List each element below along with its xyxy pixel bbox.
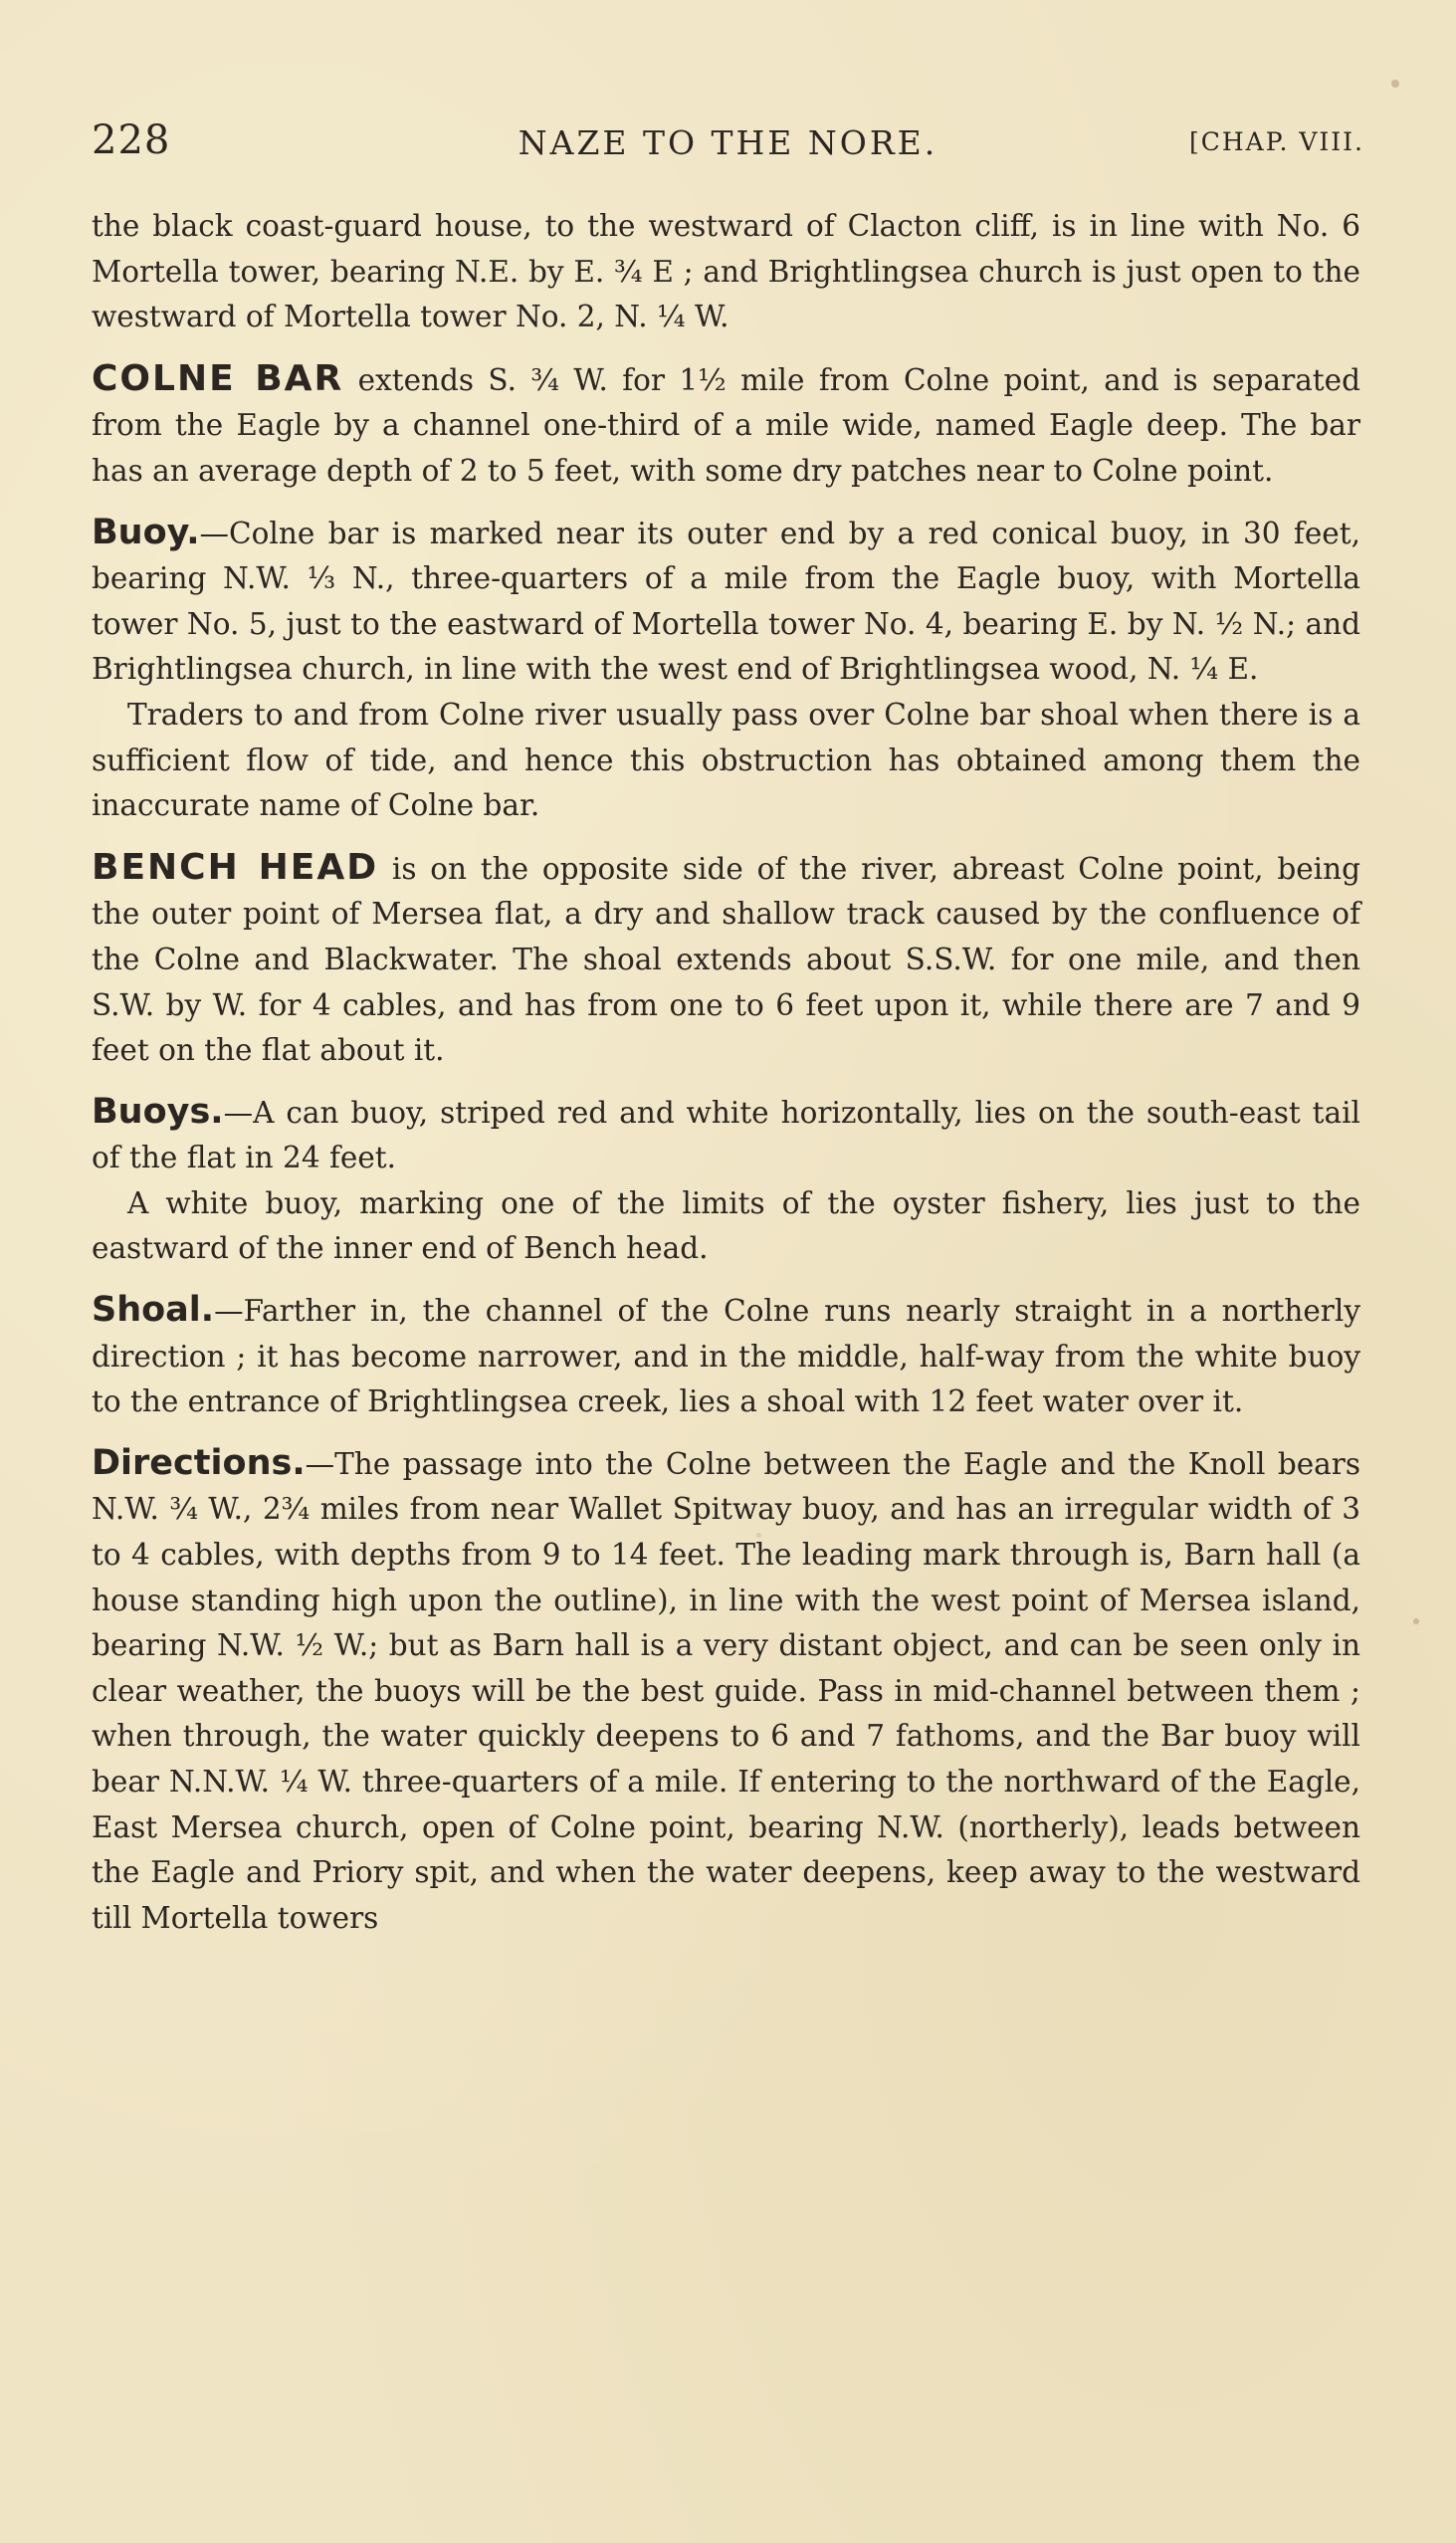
paragraph-text: —The passage into the Colne between the Eagle and the Knoll bears N.W. ¾ W., 2¾ miles from near Wallet Spitway buoy, and has an irregular width of 3 to 4 cables, with depths from 9 to 14 feet. The leading mark through is, Barn hall (a house standing high upon the outline), in line with the west point of Mersea island, bearing N.W. ½ W.; but as Barn hall is a very distant object, and can be seen only in clear weather, the buoys will be the best guide. Pass in mid-channel between them ; when through, the water quickly deepens to 6 and 7 fathoms, and the Bar buoy will bear N.N.W. ¼ W. three-quarters of a mile. If entering to the northward of the Eagle, East Mersea church, open of Colne point, bearing N.W. (northerly), leads between the Eagle and Priory spit, and when the water deepens, keep away to the westward till Mortella towers <box>92 1446 1360 1935</box>
paragraph-text: —Colne bar is marked near its outer end by a red conical buoy, in 30 feet, bearing N.W. ⅓ N., three-quarters of a mile from the Eagle buoy, with Mortella tower No. 5, just to the eastward of Mortella tower No. 4, bearing E. by N. ½ N.; and Brightlingsea church, in line with the west end of Brightlingsea wood, N. ¼ E. <box>92 516 1360 687</box>
paragraph-shoal <box>92 1288 1360 1425</box>
paragraph-text: Traders to and from Colne river usually pass over Colne bar shoal when there is a sufficient flow of tide, and hence this obstruction has obtained among them the inaccurate name of Colne bar. <box>92 697 1360 823</box>
paragraph-text: —A can buoy, striped red and white horizontally, lies on the south-east tail of the flat in 24 feet. <box>92 1095 1360 1175</box>
paragraph-text: extends S. ¾ W. for 1½ mile from Colne point, and is separated from the Eagle by a channel one-third of a mile wide, named Eagle deep. The bar has an average depth of 2 to 5 feet, with some dry patches near to Colne point. <box>92 362 1360 488</box>
paragraph-buoys <box>92 1090 1360 1181</box>
paper-speck <box>1391 80 1399 88</box>
side-heading-buoy: Buoy. <box>92 512 200 552</box>
paragraph-traders <box>92 693 1360 829</box>
paper-speck <box>756 1533 761 1538</box>
paragraph-text: —Farther in, the channel of the Colne runs nearly straight in a northerly direction ; it has become narrower, and in the middle, half-way from the white buoy to the entrance of Brightlingsea creek, lies a shoal with 12 feet water over it. <box>92 1294 1360 1419</box>
side-heading-buoys: Buoys. <box>92 1091 224 1132</box>
paragraph-text: the black coast-guard house, to the westward of Clacton cliff, is in line with No. 6 Mortella tower, bearing N.E. by E. ¾ E ; and Brightlingsea church is just open to the westward of Mortella tower No. 2, N. ¼ W. <box>92 209 1360 334</box>
page-header <box>92 117 1364 177</box>
section-heading-bench-head: BENCH HEAD <box>92 846 379 888</box>
paragraph-text: A white buoy, marking one of the limits of the oyster fishery, lies just to the eastward of the inner end of Bench head. <box>92 1185 1360 1266</box>
side-heading-directions: Directions. <box>92 1442 306 1483</box>
paragraph-white-buoy <box>92 1181 1360 1272</box>
paragraph-colne-bar <box>92 356 1360 495</box>
paragraph-directions <box>92 1441 1360 1942</box>
section-heading-colne-bar: COLNE BAR <box>92 357 344 399</box>
page-number: 228 <box>92 117 171 163</box>
paragraph-buoy <box>92 511 1360 693</box>
paragraph-bench-head <box>92 845 1360 1074</box>
paragraph-text: is on the opposite side of the river, abreast Colne point, being the outer point of Mersea flat, a dry and shallow track caused by the confluence of the Colne and Blackwater. The shoal extends about S.S.W. for one mile, and then S.W. by W. for 4 cables, and has from one to 6 feet upon it, while there are 7 and 9 feet on the flat about it. <box>92 851 1360 1068</box>
paper-speck <box>1413 1618 1419 1624</box>
running-title: NAZE TO THE NORE. <box>518 123 938 162</box>
page-body <box>92 204 1360 1941</box>
chapter-marker: [CHAP. VIII. <box>1188 127 1364 156</box>
paragraph-clacton-cliff <box>92 204 1360 340</box>
side-heading-shoal: Shoal. <box>92 1290 215 1331</box>
